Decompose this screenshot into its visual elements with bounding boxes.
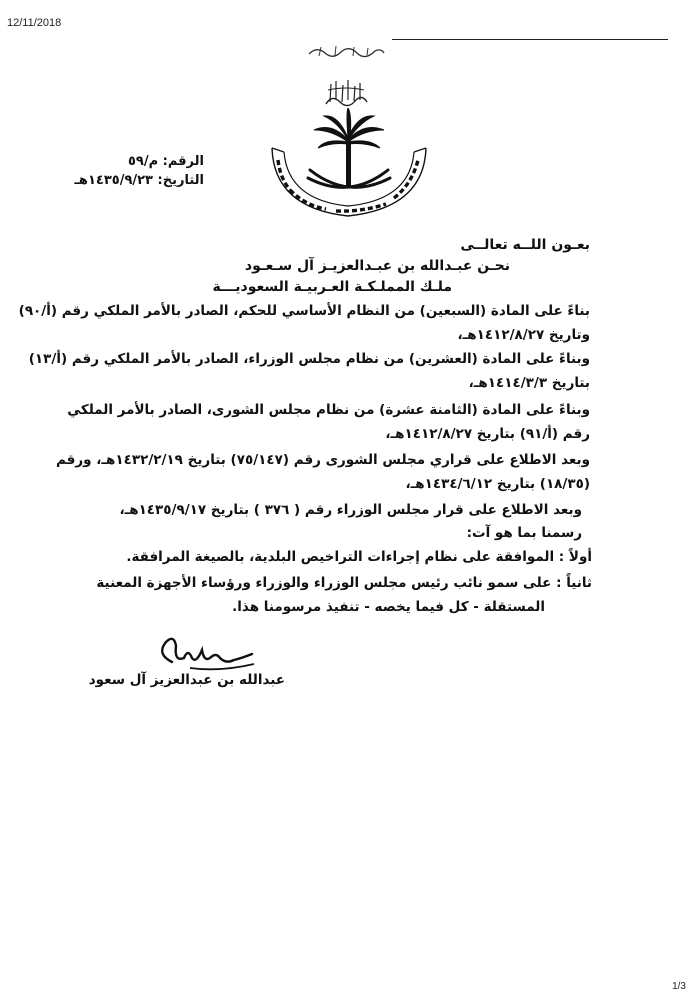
decree-line: رسمنا بما هو آت: xyxy=(466,525,582,541)
paragraph-3-line-1: وبناءً على المادة (الثامنة عشرة) من نظام مجلس الشورى، الصادر بالأمر الملكي xyxy=(67,402,590,418)
item-second xyxy=(96,575,592,591)
palm-tree-icon xyxy=(314,108,384,188)
paragraph-1-line-2: وتاريخ ١٤١٢/٨/٢٧هـ، xyxy=(457,327,590,343)
item-first-label: أولاً xyxy=(568,549,592,565)
item-second-text: : على سمو نائب رئيس مجلس الوزراء والوزراء ورؤساء الأجهزة المعنية xyxy=(96,575,562,591)
reference-date xyxy=(54,173,204,188)
page-number: 1/3 xyxy=(672,981,686,992)
item-first-text: : الموافقة على نظام إجراءات التراخيص البلدية، بالصيغة المرافقة. xyxy=(126,549,565,565)
royal-emblem-seal xyxy=(266,108,432,224)
handwritten-signature xyxy=(150,628,270,678)
print-date: 12/11/2018 xyxy=(7,17,62,29)
basmala-calligraphy-icon xyxy=(305,42,387,60)
signatory-name: عبدالله بن عبدالعزيز آل سعود xyxy=(88,672,285,688)
reference-date-value: ١٤٣٥/٩/٢٣هـ xyxy=(74,173,153,188)
reference-number xyxy=(54,154,204,169)
item-first xyxy=(126,549,592,565)
paragraph-1-line-1: بناءً على المادة (السبعين) من النظام الأساسي للحكم، الصادر بالأمر الملكي رقم (أ/٩٠) xyxy=(18,303,590,319)
paragraph-5-line-1: وبعد الاطلاع على قرار مجلس الوزراء رقم ( ٣٧٦ ) بتاريخ ١٤٣٥/٩/١٧هـ، xyxy=(119,502,582,518)
item-second-continuation: المستقلة - كل فيما يخصه - تنفيذ مرسومنا هذا. xyxy=(232,599,545,615)
king-title-line: ملـك المملـكـة العـربيـة السعوديـــة xyxy=(212,279,452,295)
paragraph-4-line-2: (١٨/٣٥) بتاريخ ١٤٣٤/٦/١٢هـ، xyxy=(405,476,590,492)
invocation: بعـون اللــه تعالــى xyxy=(460,237,590,253)
paragraph-4-line-1: وبعد الاطلاع على قراري مجلس الشورى رقم (٧٥/١٤٧) بتاريخ ١٤٣٢/٢/١٩هـ، ورقم xyxy=(55,452,590,468)
item-second-label: ثانياً xyxy=(566,575,592,591)
shahada-calligraphy-icon xyxy=(322,78,370,108)
paragraph-3-line-2: رقم (أ/٩١) بتاريخ ١٤١٢/٨/٢٧هـ، xyxy=(385,426,590,442)
top-rule xyxy=(392,39,668,40)
king-name-line: نحـن عبـدالله بن عبـدالعزيـز آل سـعـود xyxy=(244,258,510,274)
paragraph-2-line-2: بتاريخ ١٤١٤/٣/٣هـ، xyxy=(468,375,590,391)
reference-number-label: الرقم: xyxy=(162,154,204,169)
reference-number-value: م/٥٩ xyxy=(127,154,159,169)
reference-date-label: التاريخ: xyxy=(157,173,204,188)
paragraph-2-line-1: وبناءً على المادة (العشرين) من نظام مجلس الوزراء، الصادر بالأمر الملكي رقم (أ/١٣) xyxy=(28,351,590,367)
